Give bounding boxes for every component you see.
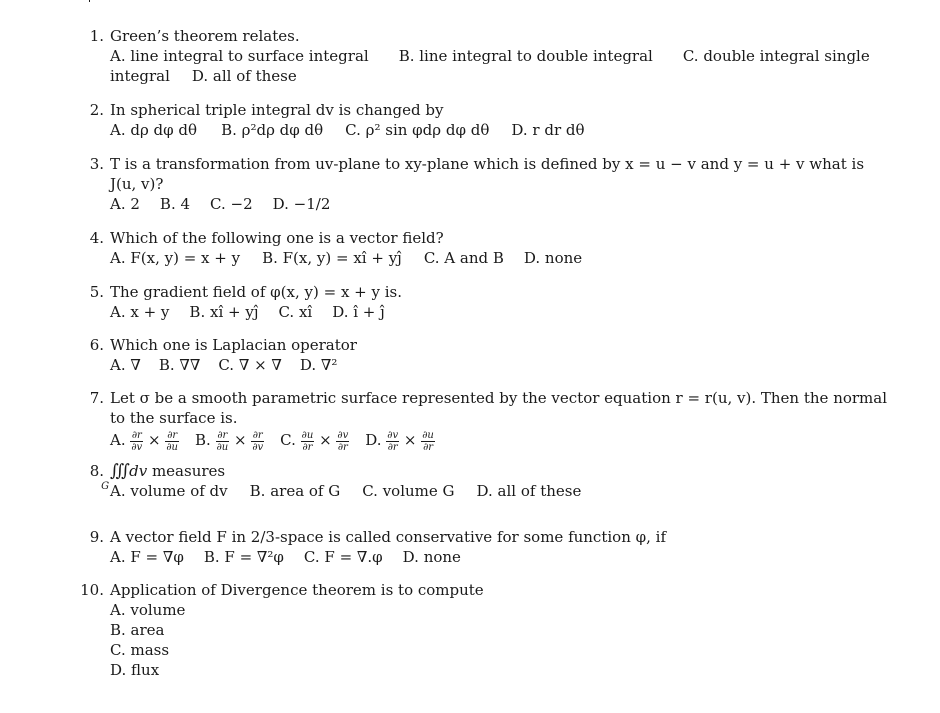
fraction: $\frac{\partial r}{\partial v}$ [131, 429, 143, 453]
option-b: B. line integral to double integral [398, 47, 653, 65]
option-c: C. F = ∇.φ [303, 548, 383, 566]
question-number: 3. [89, 155, 104, 173]
option-d: D. î + ĵ [332, 303, 385, 321]
option-c: C. A and B [423, 249, 504, 267]
option-b: B. $\frac{\partial r}{\partial u}$ × $\frac{\partial r}{\partial v}$ [194, 429, 264, 453]
fraction: $\frac{\partial r}{\partial u}$ [216, 429, 229, 453]
question-text: Green’s theorem relates. [110, 27, 300, 45]
page-edge-mark [80, 0, 90, 2]
option-a: A. x + y [110, 303, 170, 321]
option-c: C. ρ² sin φdρ dφ dθ [345, 121, 490, 139]
question-text: Which of the following one is a vector field? [110, 229, 444, 247]
option-a: A. F = ∇φ [110, 548, 184, 566]
option-d: D. $\frac{\partial v}{\partial r}$ × $\frac{\partial u}{\partial r}$ [365, 429, 434, 453]
option-a: A. line integral to surface integral [110, 47, 369, 65]
question-number: 4. [89, 229, 104, 247]
question-text-continued: to the surface is. [110, 409, 238, 427]
question-text: Application of Divergence theorem is to compute [110, 581, 484, 599]
option-c: C. volume G [362, 482, 455, 500]
question-text: The gradient field of φ(x, y) = x + y is. [110, 283, 403, 301]
fraction: $\frac{\partial v}{\partial r}$ [337, 429, 349, 453]
question-number: 9. [89, 528, 104, 546]
fraction: $\frac{\partial u}{\partial r}$ [301, 429, 314, 453]
option-d: D. none [402, 548, 461, 566]
option-b: B. xî + yĵ [189, 303, 259, 321]
option-a: A. ∇ [110, 356, 141, 374]
option-c: C. xî [278, 303, 313, 321]
question-text: Let σ be a smooth parametric surface represented by the vector equation r = r(u, v). Then the normal [110, 389, 888, 407]
option-a: A. F(x, y) = x + y [110, 249, 241, 267]
option-b: B. ρ²dρ dφ dθ [221, 121, 324, 139]
option-d: D. none [523, 249, 583, 267]
option-b: B. area of G [249, 482, 341, 500]
question-text: A vector field F in 2/3-space is called conservative for some function φ, if [110, 528, 667, 546]
option-b: B. ∇∇ [158, 356, 201, 374]
question-text: dv measures [129, 462, 226, 480]
option-c: C. −2 [210, 195, 253, 213]
option-d: D. all of these [191, 67, 297, 85]
question-text: T is a transformation from uv-plane to xy-plane which is defined by x = u − v and y = u + v what is [110, 155, 865, 173]
option-d: D. ∇² [299, 356, 338, 374]
question-number: 1. [89, 27, 104, 45]
option-d: D. flux [110, 661, 160, 679]
option-a: A. volume [110, 601, 186, 619]
fraction: $\frac{\partial v}{\partial r}$ [387, 429, 399, 453]
question-number: 6. [89, 336, 104, 354]
option-a: A. volume of dv [110, 482, 228, 500]
option-d: D. r dr dθ [511, 121, 585, 139]
fraction: $\frac{\partial r}{\partial u}$ [166, 429, 178, 453]
option-c-continued: integral [110, 67, 170, 85]
question-text: In spherical triple integral dv is changed by [110, 101, 444, 119]
option-b: B. 4 [159, 195, 191, 213]
option-a: A. 2 [110, 195, 140, 213]
option-c: C. mass [110, 641, 170, 659]
option-c: C. ∇ × ∇ [218, 356, 282, 374]
question-number: 5. [89, 283, 104, 301]
triple-integral-symbol: ∭ [110, 461, 128, 481]
option-a: A. dρ dφ dθ [110, 121, 198, 139]
question-number: 2. [89, 101, 104, 119]
option-b: B. F(x, y) = xî + yĵ [262, 249, 402, 267]
option-c: C. $\frac{\partial u}{\partial r}$ × $\frac{\partial v}{\partial r}$ [280, 429, 349, 453]
fraction: $\frac{\partial u}{\partial r}$ [422, 429, 434, 453]
option-c: C. double integral single [682, 47, 870, 65]
question-number: 7. [89, 389, 104, 407]
option-b: B. F = ∇²φ [203, 548, 284, 566]
option-d: D. −1/2 [272, 195, 331, 213]
option-d: D. all of these [476, 482, 582, 500]
integral-subscript: G [101, 481, 110, 492]
option-a: A. $\frac{\partial r}{\partial v}$ × $\frac{\partial r}{\partial u}$ [110, 429, 178, 453]
fraction: $\frac{\partial r}{\partial v}$ [252, 429, 264, 453]
question-number: 10. [80, 581, 104, 599]
question-text: Which one is Laplacian operator [110, 336, 357, 354]
question-number: 8. [89, 462, 104, 480]
question-text-continued: J(u, v)? [110, 175, 164, 193]
option-b: B. area [110, 621, 165, 639]
